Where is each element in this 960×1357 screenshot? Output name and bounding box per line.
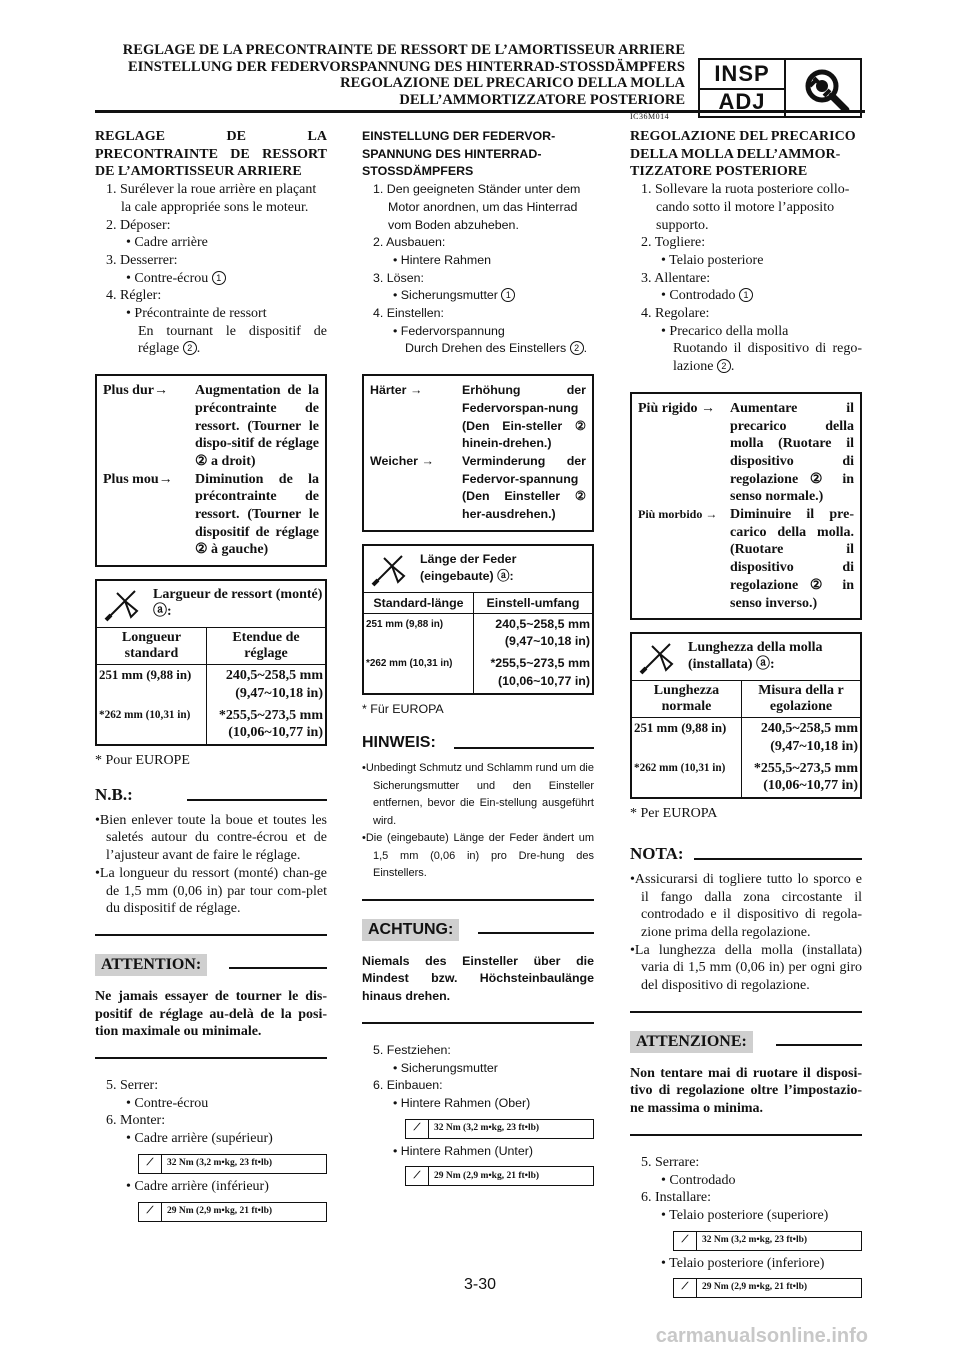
it-spec-table xyxy=(630,632,862,799)
it-softer-label: Più morbido → xyxy=(638,507,718,522)
fr-row2-range: *255,5~273,5 mm (10,06~10,77 in) xyxy=(218,707,323,741)
it-step-4: 4. Regolare: xyxy=(641,306,710,322)
fr-step-5: 5. Serrer: xyxy=(106,1078,159,1094)
fr-row1-standard: 251 mm (9,88 in) xyxy=(97,665,206,705)
header-line-it-2: DELL’AMMORTIZZATORE POSTERIORE xyxy=(399,91,685,108)
fr-note-1: •Bien enlever toute la boue et toutes les saletés autour du contre-écrou et de l’ajusteur avant de faire le réglage. xyxy=(95,812,327,864)
de-softer-text: Verminderung der Federvor-spannung (Den Einsteller ② her-ausdrehen.) xyxy=(462,453,586,522)
de-note-label: HINWEIS: xyxy=(362,734,436,752)
header-line-fr: REGLAGE DE LA PRECONTRAINTE DE RESSORT DE L’AMORTISSEUR ARRIERE xyxy=(122,42,685,58)
fr-spec-heading: Largueur de ressort (monté) ⓐ: xyxy=(153,587,323,620)
fr-harder-label: Plus dur→ xyxy=(103,383,168,399)
callout-2: 2 xyxy=(570,341,584,355)
torque-wrench-icon: ⟋ xyxy=(406,1167,429,1185)
de-step-4-detail: Durch Drehen des Einstellers 2 . xyxy=(405,341,588,356)
it-col-range: Misura della r egolazione xyxy=(741,681,860,718)
wrench-spec-icon xyxy=(103,587,143,623)
fr-note-label: N.B.: xyxy=(95,784,133,804)
fr-step-4-item: • Précontrainte de ressort xyxy=(126,306,267,322)
badge-insp-label: INSP xyxy=(700,60,784,90)
it-caution-label: ATTENZIONE: xyxy=(630,1031,753,1053)
it-adjust-box xyxy=(630,392,862,620)
de-harder-label: Härter → xyxy=(370,383,423,398)
torque-wrench-icon: ⟋ xyxy=(139,1203,162,1221)
it-steps xyxy=(630,181,862,376)
fr-caution-label: ATTENTION: xyxy=(95,954,207,976)
it-torque-2: ⟋ 29 Nm (2,9 m•kg, 21 ft•lb) xyxy=(673,1278,862,1298)
it-step-4-detail: Ruotando il dispositivo di rego-lazione 2 . xyxy=(673,341,862,375)
it-step-6-item-2: • Telaio posteriore (inferiore) xyxy=(661,1255,825,1271)
callout-1: 1 xyxy=(501,288,515,302)
de-col-standard: Standard-länge xyxy=(364,593,473,614)
column-french xyxy=(95,128,327,1226)
it-step-2-item: • Telaio posteriore xyxy=(661,252,764,268)
de-spec-heading: Länge der Feder (eingebaute) ⓐ: xyxy=(420,551,517,583)
it-step-3: 3. Allentare: xyxy=(641,270,711,286)
it-note-list xyxy=(630,871,862,995)
fr-step-6-item-1: • Cadre arrière (supérieur) xyxy=(126,1131,273,1147)
de-step-2: 2. Ausbauen: xyxy=(373,235,446,250)
de-step-2-item: • Hintere Rahmen xyxy=(393,252,492,267)
it-note-heading xyxy=(630,845,862,867)
de-steps-final xyxy=(362,1042,594,1187)
fr-col-standard: Longueur standard xyxy=(97,628,206,665)
torque-wrench-icon: ⟋ xyxy=(406,1120,429,1138)
it-step-3-item: • Controdado 1 xyxy=(630,287,862,305)
it-caution-heading xyxy=(630,1031,862,1055)
it-spec-heading: Lunghezza della molla (installata) ⓐ: xyxy=(688,640,823,673)
de-note-1: •Unbedingt Schmutz und Schlamm rund um die Sicherungsmutter und den Einsteller entfernen, bevor die Ein-stellung ausgeführt wird. xyxy=(362,762,594,827)
de-note-heading xyxy=(362,734,594,756)
fr-step-4-detail: En tournant le dispositif de réglage 2 . xyxy=(138,323,327,357)
it-caution-text: Non tentare mai di ruotare il disposi-tivo di regolazione oltre l’impostazio-ne massima o minima. xyxy=(630,1065,862,1117)
it-row2-standard: *262 mm (10,31 in) xyxy=(632,758,741,797)
fr-step-6-item-2: • Cadre arrière (inférieur) xyxy=(126,1178,269,1194)
it-row1-range: 240,5~258,5 mm (9,47~10,18 in) xyxy=(760,721,858,754)
page-number: 3-30 xyxy=(463,1276,497,1293)
callout-2: 2 xyxy=(183,341,197,355)
fr-row2-standard: *262 mm (10,31 in) xyxy=(97,705,206,744)
fr-caution-text: Ne jamais essayer de tourner le dis-positif de réglage au-delà de la posi-tion maximale ou minimale. xyxy=(95,988,327,1040)
de-row1-standard: 251 mm (9,88 in) xyxy=(364,613,473,653)
de-step-4: 4. Einstellen: xyxy=(373,306,444,321)
it-harder-label: Più rigido → xyxy=(638,400,716,416)
fr-note-heading xyxy=(95,786,327,808)
it-title: REGOLAZIONE DEL PRECARICO DELLA MOLLA DELL’AMMOR-TIZZATORE POSTERIORE xyxy=(630,129,856,180)
de-harder-text: Erhöhung der Federvorspan-nung (Den Ein-steller ② hinein-drehen.) xyxy=(462,383,586,451)
fr-step-6: 6. Monter: xyxy=(106,1113,166,1129)
de-row1-range: 240,5~258,5 mm (9,47~10,18 in) xyxy=(495,616,590,649)
fr-col-range: Etendue de réglage xyxy=(206,628,325,665)
fr-steps-final xyxy=(95,1077,327,1222)
fr-step-3-item: • Contre-écrou 1 xyxy=(95,270,327,288)
fr-note-list xyxy=(95,812,327,918)
de-step-4-item: • Federvorspannung xyxy=(393,323,505,338)
it-step-5-item: • Controdado xyxy=(661,1172,736,1188)
de-caution-text: Niemals des Einsteller über die Mindest bzw. Höchsteinbaulänge hinaus drehen. xyxy=(362,953,594,1004)
fr-adjust-box xyxy=(95,374,327,567)
fr-step-1: 1. Surélever la roue arrière en plaçant la cale appropriée sons le moteur. xyxy=(106,182,317,215)
de-step-1: 1. Den geeigneten Ständer unter dem Motor anordnen, um das Hinterrad vom Boden abzuheben. xyxy=(373,182,581,232)
it-torque-1: ⟋ 32 Nm (3,2 m•kg, 23 ft•lb) xyxy=(673,1231,862,1251)
fr-spec-table xyxy=(95,579,327,746)
it-harder-text: Aumentare il precarico della molla (Ruotare il dispositivo di regolazione ② in senso normale.) xyxy=(730,400,854,505)
fr-softer-label: Plus mou→ xyxy=(103,471,173,487)
fr-row1-range: 240,5~258,5 mm (9,47~10,18 in) xyxy=(225,668,323,701)
de-footnote: * Für EUROPA xyxy=(362,701,444,716)
fr-caution-rule xyxy=(95,1057,327,1059)
fr-torque-1: ⟋ 32 Nm (3,2 m•kg, 23 ft•lb) xyxy=(138,1154,327,1174)
it-softer-text: Diminuire il pre-carico della molla. (Ruotare il dispositivo di regolazione ② in senso inverso.) xyxy=(730,507,854,611)
it-note-2: •La lunghezza della molla (installata) varia di 1,5 mm (0,06 in) per ogni giro del dispositivo di regolazione. xyxy=(630,942,862,994)
fr-step-3: 3. Desserrer: xyxy=(106,252,178,268)
fr-note-rule xyxy=(95,934,327,936)
it-caution-rule xyxy=(630,1134,862,1136)
de-note-2: •Die (eingebaute) Länge der Feder ändert um 1,5 mm (0,06 in) pro Dre-hung des Einstellers. xyxy=(362,832,594,880)
it-col-standard: Lunghezza normale xyxy=(632,681,741,718)
torque-wrench-icon: ⟋ xyxy=(674,1279,697,1297)
de-spec-table xyxy=(362,544,594,695)
de-softer-label: Weicher → xyxy=(370,453,434,468)
fr-softer-text: Diminution de la précontrainte de ressort. (Tourner le dispositif de réglage ② à gauche) xyxy=(195,471,319,558)
fr-harder-text: Augmentation de la précontrainte de ressort. (Tourner le dispo-sitif de réglage ② a droit) xyxy=(195,383,319,469)
fr-torque-2: ⟋ 29 Nm (2,9 m•kg, 21 ft•lb) xyxy=(138,1202,327,1222)
torque-wrench-icon: ⟋ xyxy=(139,1155,162,1173)
de-col-range: Einstell-umfang xyxy=(473,593,592,614)
badge-divider xyxy=(784,60,786,116)
de-row2-range: *255,5~273,5 mm (10,06~10,77 in) xyxy=(490,656,590,688)
it-note-label: NOTA: xyxy=(630,843,684,863)
de-step-6: 6. Einbauen: xyxy=(373,1078,443,1093)
de-step-6-item-1: • Hintere Rahmen (Ober) xyxy=(393,1096,531,1110)
de-adjust-box xyxy=(362,374,594,532)
de-caution-rule xyxy=(362,1022,594,1024)
it-step-2: 2. Togliere: xyxy=(641,235,706,251)
callout-1: 1 xyxy=(212,271,226,285)
it-step-6: 6. Installare: xyxy=(641,1190,711,1206)
it-row2-range: *255,5~273,5 mm (10,06~10,77 in) xyxy=(753,760,858,794)
de-steps xyxy=(362,181,594,358)
torque-wrench-icon: ⟋ xyxy=(674,1232,697,1250)
column-italian xyxy=(630,128,862,1302)
de-step-3-item: • Sicherungsmutter 1 xyxy=(362,287,594,305)
section-header xyxy=(95,42,685,108)
it-footnote: * Per EUROPA xyxy=(630,806,718,822)
document-code: IC36M014 xyxy=(630,112,670,121)
it-step-5: 5. Serrare: xyxy=(641,1154,700,1170)
fr-footnote: * Pour EUROPE xyxy=(95,752,190,768)
callout-1: 1 xyxy=(739,288,753,302)
de-caution-label: ACHTUNG: xyxy=(362,919,459,941)
watermark: carmanualsonline.info xyxy=(655,1325,868,1347)
header-line-it-1: REGOLAZIONE DEL PRECARICO DELLA MOLLA xyxy=(340,75,685,91)
fr-step-2-item: • Cadre arrière xyxy=(126,235,208,251)
fr-step-5-item: • Contre-écrou xyxy=(126,1095,209,1111)
wrench-magnifier-icon xyxy=(796,66,856,112)
de-title: EINSTELLUNG DER FEDERVOR-SPANNUNG DES HINTERRAD-STOSSDÄMPFERS xyxy=(362,129,556,179)
it-note-rule xyxy=(630,1011,862,1013)
de-step-6-item-2: • Hintere Rahmen (Unter) xyxy=(393,1143,534,1158)
de-step-3: 3. Lösen: xyxy=(373,270,424,285)
insp-adj-badge xyxy=(698,58,862,118)
it-row1-standard: 251 mm (9,88 in) xyxy=(632,718,741,758)
callout-2: 2 xyxy=(717,359,731,373)
column-german xyxy=(362,128,594,1190)
fr-note-2: •La longueur du ressort (monté) chan-ge de 1,5 mm (0,06 in) par tour com-plet du dispositif de réglage. xyxy=(95,865,327,917)
header-line-de: EINSTELLUNG DER FEDERVORSPANNUNG DES HINTERRAD-STOSSDÄMPFERS xyxy=(127,58,685,75)
de-caution-heading xyxy=(362,919,594,943)
de-torque-2: ⟋ 29 Nm (2,9 m•kg, 21 ft•lb) xyxy=(405,1166,594,1186)
it-step-1: 1. Sollevare la ruota posteriore collo-cando sotto il motore l’apposito supporto. xyxy=(641,182,850,233)
de-step-5-item: • Sicherungsmutter xyxy=(393,1060,498,1075)
badge-adj-label: ADJ xyxy=(718,89,766,114)
fr-step-2: 2. Déposer: xyxy=(106,217,171,233)
it-step-4-item: • Precarico della molla xyxy=(661,323,789,339)
de-torque-1: ⟋ 32 Nm (3,2 m•kg, 23 ft•lb) xyxy=(405,1119,594,1139)
it-note-1: •Assicurarsi di togliere tutto lo sporco e il fango dalla zona circostante il controdado e il dispositivo di regola-zione prima della regolazione. xyxy=(630,871,862,940)
fr-step-4: 4. Régler: xyxy=(106,288,162,304)
fr-title: REGLAGE DE LA PRECONTRAINTE DE RESSORT DE L’AMORTISSEUR ARRIERE xyxy=(95,129,327,180)
fr-caution-heading xyxy=(95,954,327,978)
fr-steps xyxy=(95,181,327,358)
wrench-spec-icon xyxy=(370,552,410,588)
de-row2-standard: *262 mm (10,31 in) xyxy=(364,653,473,692)
de-note-list xyxy=(362,760,594,883)
de-step-5: 5. Festziehen: xyxy=(373,1042,451,1057)
wrench-spec-icon xyxy=(638,640,678,676)
de-note-rule xyxy=(362,899,594,901)
it-step-6-item-1: • Telaio posteriore (superiore) xyxy=(661,1207,829,1223)
